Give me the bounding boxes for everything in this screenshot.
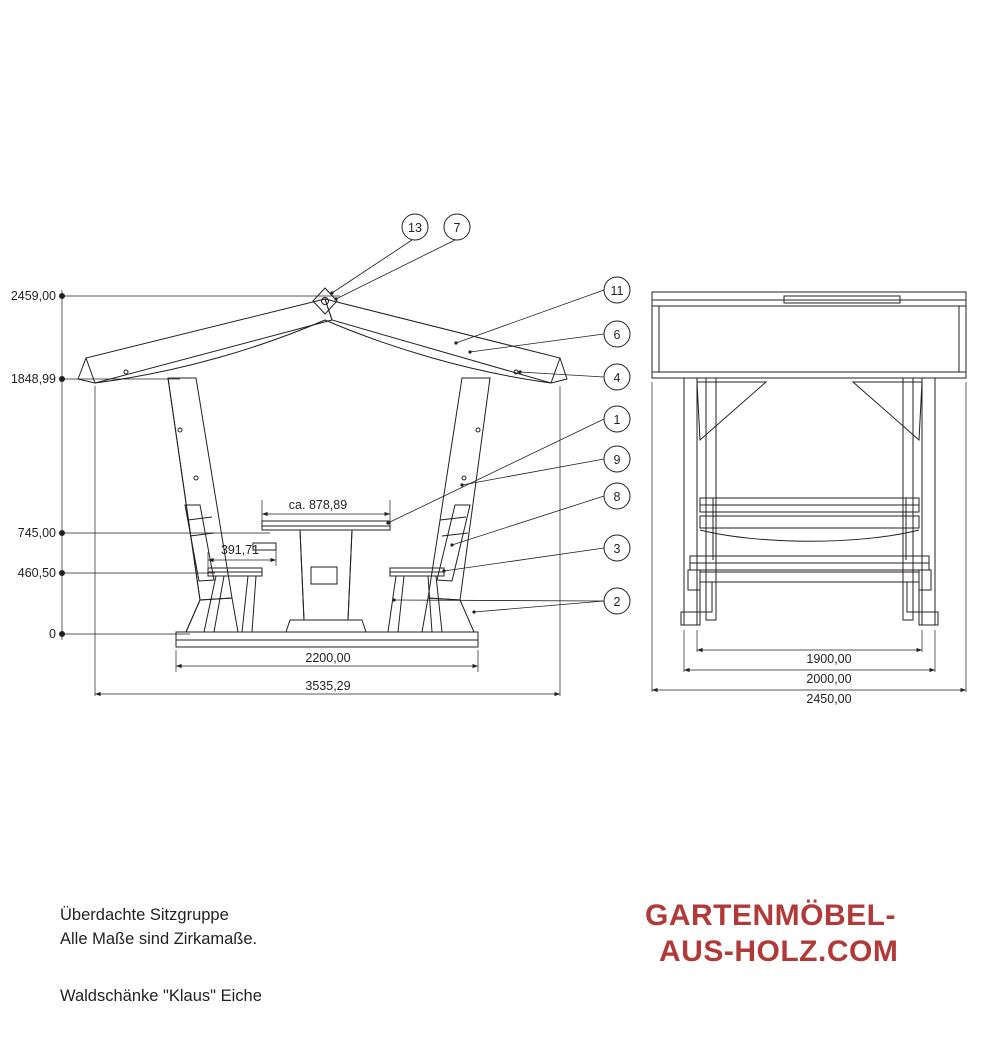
- dimension-label: 1900,00: [806, 652, 852, 666]
- dimension-label: 2200,00: [305, 651, 351, 665]
- balloon-9[interactable]: [604, 446, 630, 472]
- balloon-label: 3: [613, 542, 621, 556]
- drawing-note: Alle Maße sind Zirkamaße.: [60, 930, 258, 948]
- balloon-1[interactable]: [604, 406, 630, 432]
- dimension-label: 391,71: [220, 543, 260, 557]
- balloon-label: 8: [613, 490, 621, 504]
- balloon-8[interactable]: [604, 483, 630, 509]
- balloon-label: 4: [613, 371, 621, 385]
- logo-line-1: GARTENMÖBEL-: [645, 899, 896, 932]
- balloon-label: 11: [610, 284, 624, 298]
- balloon-13[interactable]: [402, 214, 428, 240]
- side-view-dimension-labels: [806, 652, 851, 706]
- dimension-label: 2450,00: [806, 692, 852, 706]
- front-view-width-labels: [221, 498, 351, 693]
- balloon-3[interactable]: [604, 535, 630, 561]
- balloon-label: 2: [613, 595, 621, 609]
- balloon-label: 7: [453, 221, 461, 235]
- side-view-geometry: [652, 292, 966, 625]
- front-view-width-dimensions: [95, 386, 560, 696]
- front-view-geometry: [78, 288, 567, 647]
- drawing-title: [60, 848, 262, 1064]
- balloon-6[interactable]: [604, 321, 630, 347]
- balloon-label: 13: [408, 221, 422, 235]
- front-view-height-labels: [11, 289, 56, 641]
- drawing-title-line-1: Überdachte Sitzgruppe: [60, 906, 229, 924]
- height-label: 745,00: [17, 526, 56, 540]
- balloon-label: 1: [613, 413, 621, 427]
- height-label: 0: [49, 627, 56, 641]
- balloon-2[interactable]: [604, 588, 630, 614]
- part-balloons: [402, 214, 630, 614]
- logo-line-2: AUS-HOLZ.COM: [659, 935, 899, 968]
- brand-logo[interactable]: [645, 895, 965, 973]
- balloon-11[interactable]: [604, 277, 630, 303]
- dimension-label: 3535,29: [305, 679, 351, 693]
- drawing-title-line-2: Waldschänke "Klaus" Eiche: [60, 987, 262, 1005]
- front-view-leaders: [332, 240, 604, 612]
- height-label: 2459,00: [10, 289, 56, 303]
- dimension-label: ca. 878,89: [288, 498, 348, 512]
- balloon-label: 9: [613, 453, 621, 467]
- dimension-label: 2000,00: [806, 672, 852, 686]
- height-label: 460,50: [17, 566, 56, 580]
- balloon-label: 6: [613, 328, 621, 342]
- front-view-height-dimensions: [60, 290, 341, 640]
- height-label: 1848,99: [10, 372, 56, 386]
- balloon-4[interactable]: [604, 364, 630, 390]
- balloon-7[interactable]: [444, 214, 470, 240]
